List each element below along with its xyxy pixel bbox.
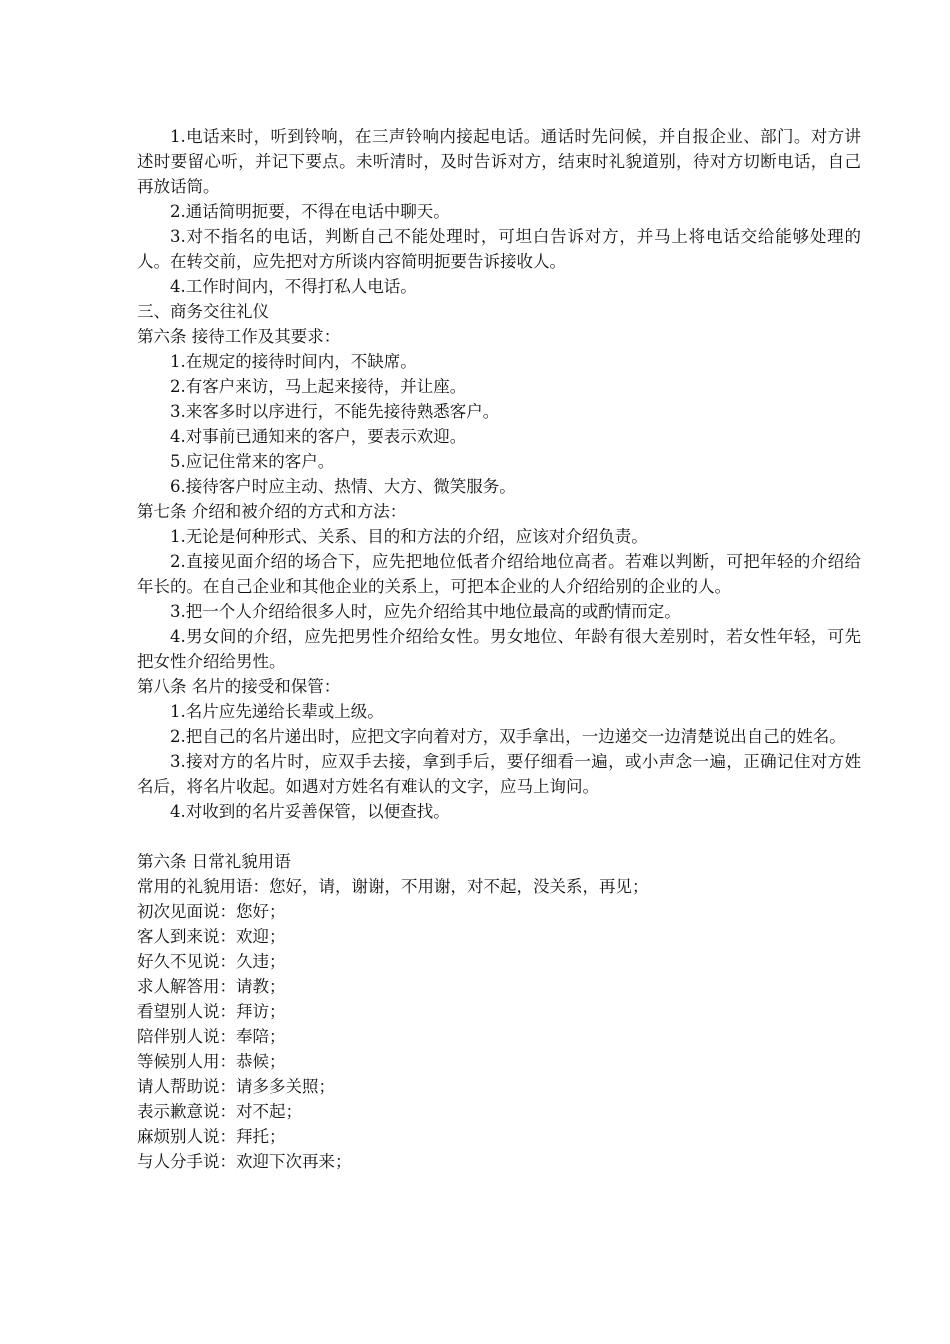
daily-phrase-line: 等候别人用：恭候； bbox=[137, 1052, 286, 1071]
article-7-item: 2.直接见面介绍的场合下，应先把地位低者介绍给地位高者。若难以判断，可把年轻的介绍给年长的。在自己企业和其他企业的关系上，可把本企业的人介绍给别的企业的人。 bbox=[137, 552, 861, 596]
daily-phrase-line: 请人帮助说：请多多关照； bbox=[137, 1077, 335, 1096]
document-page bbox=[137, 124, 861, 1174]
article-8-item: 1.名片应先递给长辈或上级。 bbox=[170, 702, 384, 721]
article-6-item: 2.有客户来访，马上起来接待，并让座。 bbox=[170, 377, 467, 396]
phone-rule-4: 4.工作时间内，不得打私人电话。 bbox=[170, 277, 417, 296]
daily-phrase-line: 表示歉意说：对不起； bbox=[137, 1102, 302, 1121]
article-6-item: 4.对事前已通知来的客户，要表示欢迎。 bbox=[170, 427, 467, 446]
article-8-title: 第八条 名片的接受和保管： bbox=[137, 677, 341, 696]
article-6-title: 第六条 接待工作及其要求： bbox=[137, 327, 341, 346]
daily-phrase-line: 看望别人说：拜访； bbox=[137, 1002, 286, 1021]
phone-rule-2: 2.通话简明扼要，不得在电话中聊天。 bbox=[170, 202, 450, 221]
phone-rule-3: 3.对不指名的电话，判断自己不能处理时，可坦白告诉对方，并马上将电话交给能够处理的人。在转交前，应先把对方所谈内容简明扼要告诉接收人。 bbox=[137, 227, 861, 271]
article-8-item: 2.把自己的名片递出时，应把文字向着对方，双手拿出，一边递交一边清楚说出自己的姓名。 bbox=[170, 727, 846, 746]
daily-phrase-line: 求人解答用：请教； bbox=[137, 977, 286, 996]
article-7-title: 第七条 介绍和被介绍的方式和方法： bbox=[137, 502, 407, 521]
daily-phrase-line: 与人分手说：欢迎下次再来； bbox=[137, 1152, 352, 1171]
daily-phrase-line: 好久不见说：久违； bbox=[137, 952, 286, 971]
daily-phrase-line: 麻烦别人说：拜托； bbox=[137, 1127, 286, 1146]
article-6-item: 5.应记住常来的客户。 bbox=[170, 452, 335, 471]
article-8-item: 3.接对方的名片时，应双手去接，拿到手后，要仔细看一遍，或小声念一遍，正确记住对方姓名后，将名片收起。如遇对方姓名有难认的文字，应马上询问。 bbox=[137, 752, 861, 796]
article-6-item: 6.接待客户时应主动、热情、大方、微笑服务。 bbox=[170, 477, 516, 496]
section-heading-business-etiquette: 三、商务交往礼仪 bbox=[137, 302, 269, 321]
article-8-item: 4.对收到的名片妥善保管，以便查找。 bbox=[170, 802, 450, 821]
daily-phrase-line: 初次见面说：您好； bbox=[137, 902, 286, 921]
daily-phrase-line: 常用的礼貌用语：您好，请，谢谢，不用谢，对不起，没关系，再见； bbox=[137, 877, 649, 896]
daily-phrase-line: 客人到来说：欢迎； bbox=[137, 927, 286, 946]
phone-rule-1: 1.电话来时，听到铃响，在三声铃响内接起电话。通话时先问候，并自报企业、部门。对方讲述时要留心听，并记下要点。未听清时，及时告诉对方，结束时礼貌道别，待对方切断电话，自己再放话筒。 bbox=[137, 127, 861, 196]
article-7-item: 3.把一个人介绍给很多人时，应先介绍给其中地位最高的或酌情而定。 bbox=[170, 602, 681, 621]
blank-line bbox=[137, 824, 861, 849]
daily-phrases-title: 第六条 日常礼貌用语 bbox=[137, 852, 291, 871]
article-7-item: 4.男女间的介绍，应先把男性介绍给女性。男女地位、年龄有很大差别时，若女性年轻，可先把女性介绍给男性。 bbox=[137, 627, 861, 671]
daily-phrase-line: 陪伴别人说：奉陪； bbox=[137, 1027, 286, 1046]
article-7-item: 1.无论是何种形式、关系、目的和方法的介绍，应该对介绍负责。 bbox=[170, 527, 648, 546]
article-6-item: 3.来客多时以序进行，不能先接待熟悉客户。 bbox=[170, 402, 500, 421]
article-6-item: 1.在规定的接待时间内，不缺席。 bbox=[170, 352, 417, 371]
